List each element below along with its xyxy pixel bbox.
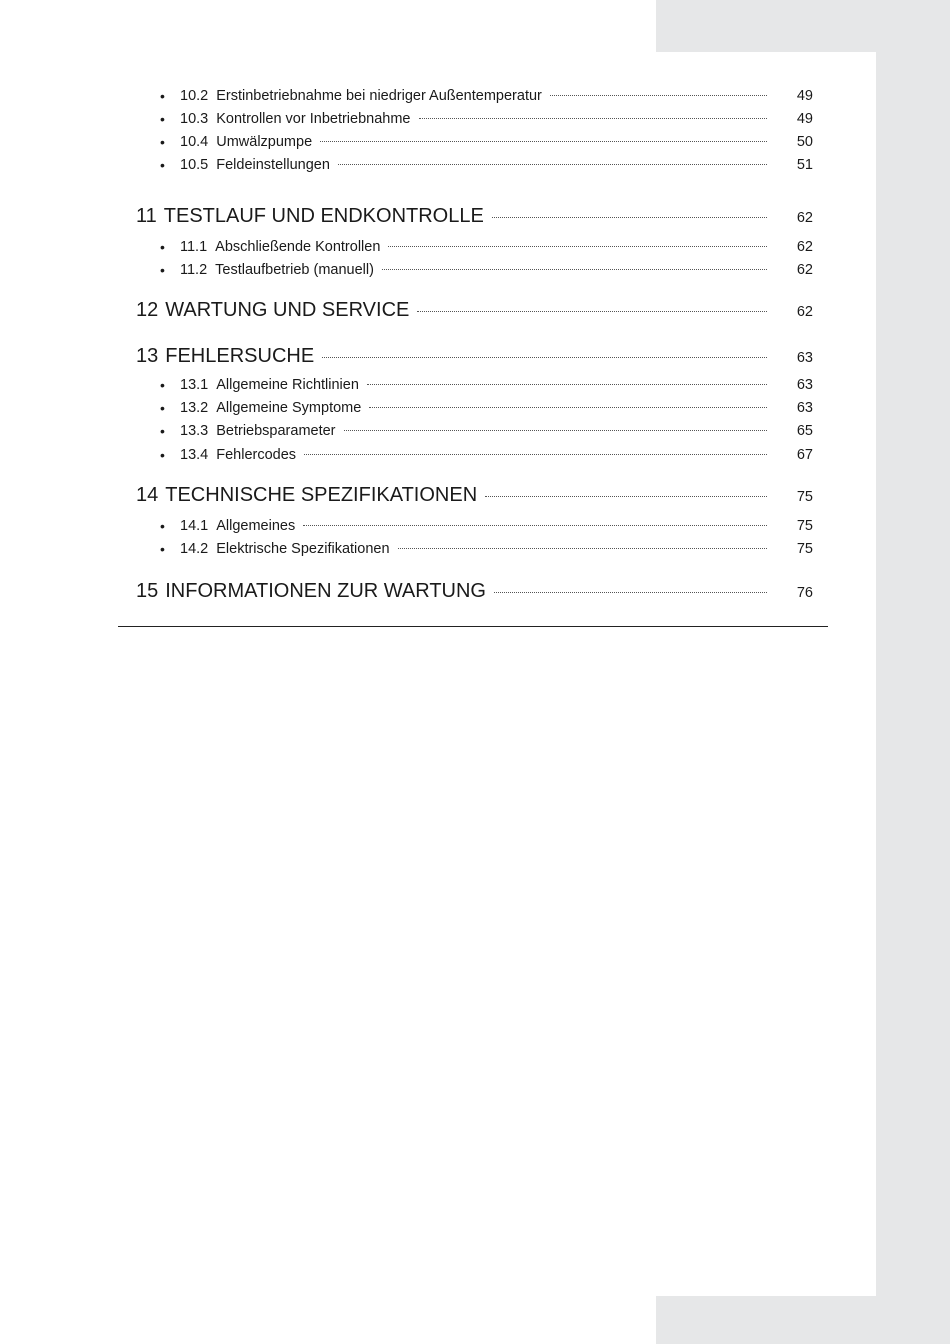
toc-section-entry[interactable]: [0, 299, 813, 322]
toc-entry-page: 62: [796, 304, 813, 320]
dotted-leader: [344, 429, 767, 431]
toc-subsection-entry[interactable]: [0, 423, 813, 439]
toc-subsection-entry[interactable]: [0, 400, 813, 416]
toc-entry-title: Fehlercodes: [216, 447, 297, 463]
toc-entry-number: 10.3: [180, 111, 209, 127]
bullet-icon: •: [160, 262, 165, 278]
toc-subsection-entry[interactable]: [0, 377, 813, 393]
toc-subsection-entry[interactable]: [0, 518, 813, 534]
toc-entry-number: 13.2: [180, 400, 209, 416]
toc-entry-page: 50: [796, 134, 813, 150]
dotted-leader: [494, 591, 767, 593]
toc-entry-title: Abschließende Kontrollen: [215, 239, 381, 255]
toc-entry-title: Allgemeines: [216, 518, 296, 534]
page-margin-band-bottom: [656, 1296, 950, 1344]
toc-entry-page: 75: [796, 518, 813, 534]
toc-subsection-entry[interactable]: [0, 239, 813, 255]
toc-entry-number: 13.4: [180, 447, 209, 463]
toc-entry-title: WARTUNG UND SERVICE: [165, 299, 410, 321]
bullet-icon: •: [160, 423, 165, 439]
toc-entry-page: 62: [796, 262, 813, 278]
toc-section-entry[interactable]: [0, 580, 813, 603]
toc-bottom-rule: [118, 626, 828, 627]
toc-entry-number: 10.2: [180, 88, 209, 104]
toc-entry-number: 15: [136, 580, 159, 602]
toc-entry-number: 13: [136, 345, 159, 367]
toc-section-entry[interactable]: [0, 484, 813, 507]
toc-entry-number: 14: [136, 484, 159, 506]
bullet-icon: •: [160, 134, 165, 150]
toc-entry-page: 49: [796, 88, 813, 104]
toc-entry-number: 11.1: [180, 239, 208, 255]
toc-entry-title: Erstinbetriebnahme bei niedriger Außentemperatur: [216, 88, 542, 104]
toc-entry-title: FEHLERSUCHE: [165, 345, 315, 367]
bullet-icon: •: [160, 88, 165, 104]
toc-section-entry[interactable]: [0, 205, 813, 228]
dotted-leader: [417, 310, 767, 312]
dotted-leader: [322, 356, 767, 358]
toc-entry-page: 63: [796, 400, 813, 416]
dotted-leader: [492, 216, 767, 218]
dotted-leader: [382, 268, 767, 270]
toc-entry-page: 49: [796, 111, 813, 127]
toc-entry-title: Elektrische Spezifikationen: [216, 541, 390, 557]
toc-entry-number: 10.5: [180, 157, 209, 173]
toc-entry-number: 10.4: [180, 134, 209, 150]
toc-subsection-entry[interactable]: [0, 134, 813, 150]
toc-entry-page: 63: [796, 377, 813, 393]
bullet-icon: •: [160, 157, 165, 173]
toc-entry-number: 14.2: [180, 541, 209, 557]
dotted-leader: [485, 495, 767, 497]
bullet-icon: •: [160, 541, 165, 557]
toc-entry-title: TESTLAUF UND ENDKONTROLLE: [163, 205, 484, 227]
toc-entry-page: 67: [796, 447, 813, 463]
toc-section-entry[interactable]: [0, 345, 813, 368]
toc-entry-number: 13.1: [180, 377, 209, 393]
toc-entry-title: Testlaufbetrieb (manuell): [215, 262, 374, 278]
dotted-leader: [388, 245, 767, 247]
toc-entry-number: 11: [136, 205, 157, 227]
toc-entry-number: 14.1: [180, 518, 209, 534]
dotted-leader: [369, 406, 767, 408]
bullet-icon: •: [160, 447, 165, 463]
dotted-leader: [398, 547, 767, 549]
toc-entry-page: 62: [796, 210, 813, 226]
bullet-icon: •: [160, 111, 165, 127]
toc-entry-title: Kontrollen vor Inbetriebnahme: [216, 111, 411, 127]
toc-entry-title: TECHNISCHE SPEZIFIKATIONEN: [165, 484, 478, 506]
bullet-icon: •: [160, 400, 165, 416]
bullet-icon: •: [160, 239, 165, 255]
toc-subsection-entry[interactable]: [0, 157, 813, 173]
table-of-contents: [0, 0, 950, 640]
toc-entry-page: 51: [796, 157, 813, 173]
dotted-leader: [419, 117, 768, 119]
toc-entry-number: 11.2: [180, 262, 208, 278]
dotted-leader: [303, 524, 767, 526]
toc-entry-page: 75: [796, 489, 813, 505]
toc-entry-page: 75: [796, 541, 813, 557]
toc-entry-title: Feldeinstellungen: [216, 157, 330, 173]
dotted-leader: [304, 453, 767, 455]
toc-subsection-entry[interactable]: [0, 541, 813, 557]
toc-entry-page: 62: [796, 239, 813, 255]
toc-entry-title: Allgemeine Symptome: [216, 400, 362, 416]
toc-entry-page: 65: [796, 423, 813, 439]
dotted-leader: [320, 140, 767, 142]
bullet-icon: •: [160, 518, 165, 534]
toc-entry-number: 12: [136, 299, 159, 321]
toc-entry-title: Betriebsparameter: [216, 423, 336, 439]
toc-entry-page: 76: [796, 585, 813, 601]
toc-entry-title: Allgemeine Richtlinien: [216, 377, 359, 393]
dotted-leader: [367, 383, 767, 385]
dotted-leader: [550, 94, 767, 96]
toc-subsection-entry[interactable]: [0, 262, 813, 278]
toc-entry-title: INFORMATIONEN ZUR WARTUNG: [165, 580, 486, 602]
dotted-leader: [338, 163, 767, 165]
toc-subsection-entry[interactable]: [0, 88, 813, 104]
toc-subsection-entry[interactable]: [0, 111, 813, 127]
toc-entry-page: 63: [796, 350, 813, 366]
toc-entry-title: Umwälzpumpe: [216, 134, 313, 150]
toc-subsection-entry[interactable]: [0, 447, 813, 463]
toc-entry-number: 13.3: [180, 423, 209, 439]
bullet-icon: •: [160, 377, 165, 393]
